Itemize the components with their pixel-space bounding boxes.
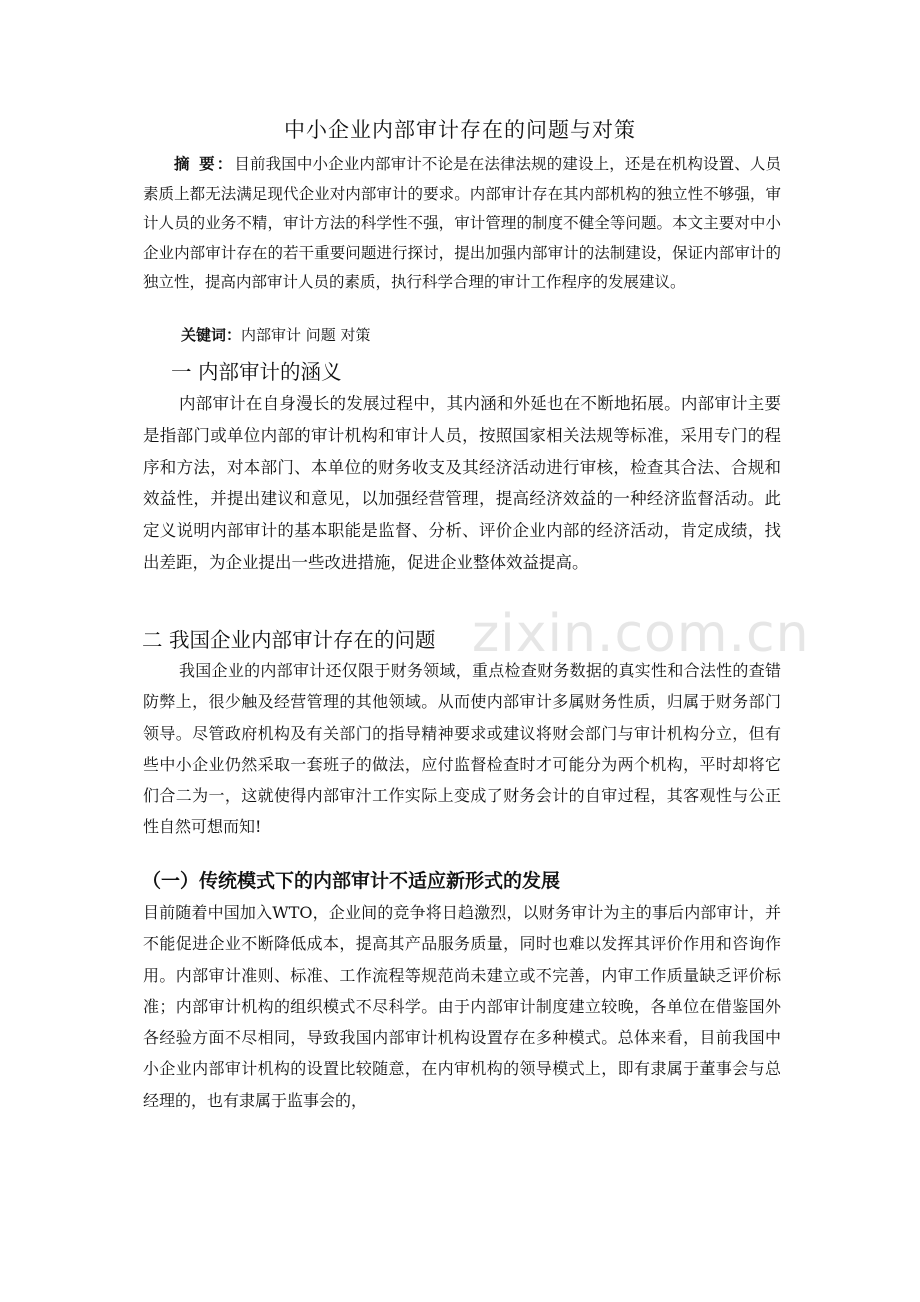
document-title: 中小企业内部审计存在的问题与对策 xyxy=(284,118,636,142)
section-heading-2: 二 我国企业内部审计存在的问题 xyxy=(142,628,436,652)
section-2-paragraph: 我国企业的内部审计还仅限于财务领域，重点检查财务数据的真实性和合法性的查错防弊上，很少触及经营管理的其他领域。从而使内部审计多属财务性质，归属于财务部门领导。尽管政府机构及有关部门的指导精神要求或建议将财会部门与审计机构分立，但有些中小企业仍然采取一套班子的做法，应付监督检查时才可能分为两个机构，平时却将它们合二为一，这就使得内部审汁工作实际上变成了财务会计的自审过程，其客观性与公正性自然可想而知! xyxy=(143,661,781,837)
keywords-text: 内部审计 问题 对策 xyxy=(241,326,371,344)
abstract-text: 目前我国中小企业内部审计不论是在法律法规的建设上，还是在机构设置、人员素质上都无法满足现代企业对内部审计的要求。内部审计存在其内部机构的独立性不够强，审计人员的业务不精，审计方法的科学性不强，审计管理的制度不健全等问题。本文主要对中小企业内部审计存在的若干重要问题进行探讨，提出加强内部审计的法制建设，保证内部审计的独立性，提高内部审计人员的素质，执行科学合理的审计工作程序的发展建议。 xyxy=(143,155,781,291)
abstract-label: 摘 要： xyxy=(174,155,235,173)
section-1-paragraph: 内部审计在自身漫长的发展过程中，其内涵和外延也在不断地拓展。内部审计主要是指部门或单位内部的审计机构和审计人员，按照国家相关法规等标准，采用专门的程序和方法，对本部门、本单位的财务收支及其经济活动进行审核，检查其合法、合规和效益性，并提出建议和意见，以加强经营管理，提高经济效益的一种经济监督活动。此定义说明内部审计的基本职能是监督、分析、评价企业内部的经济活动，肯定成绩，找出差距，为企业提出一些改进措施，促进企业整体效益提高。 xyxy=(143,394,781,572)
watermark: zixin.com.cn xyxy=(472,604,810,664)
subsection-1-paragraph: 目前随着中国加入WTO，企业间的竞争将日趋激烈，以财务审计为主的事后内部审计，并不能促进企业不断降低成本，提高其产品服务质量，同时也难以发挥其评价作用和咨询作用。内部审计准则、标准、工作流程等规范尚未建立或不完善，内审工作质量缺乏评价标准；内部审计机构的组织模式不尽科学。由于内部审计制度建立较晚，各单位在借鉴国外各经验方面不尽相同，导致我国内部审计机构设置存在多种模式。总体来看，目前我国中小企业内部审计机构的设置比较随意，在内审机构的领导模式上，即有隶属于董事会与总经理的，也有隶属于监事会的， xyxy=(143,903,781,1110)
keywords-label: 关键词： xyxy=(181,326,242,344)
subsection-heading-1: （一）传统模式下的内部审计不适应新形式的发展 xyxy=(142,870,561,892)
section-heading-1: 一 内部审计的涵义 xyxy=(171,360,342,384)
abstract-paragraph xyxy=(143,150,781,298)
keywords-line xyxy=(181,324,371,345)
